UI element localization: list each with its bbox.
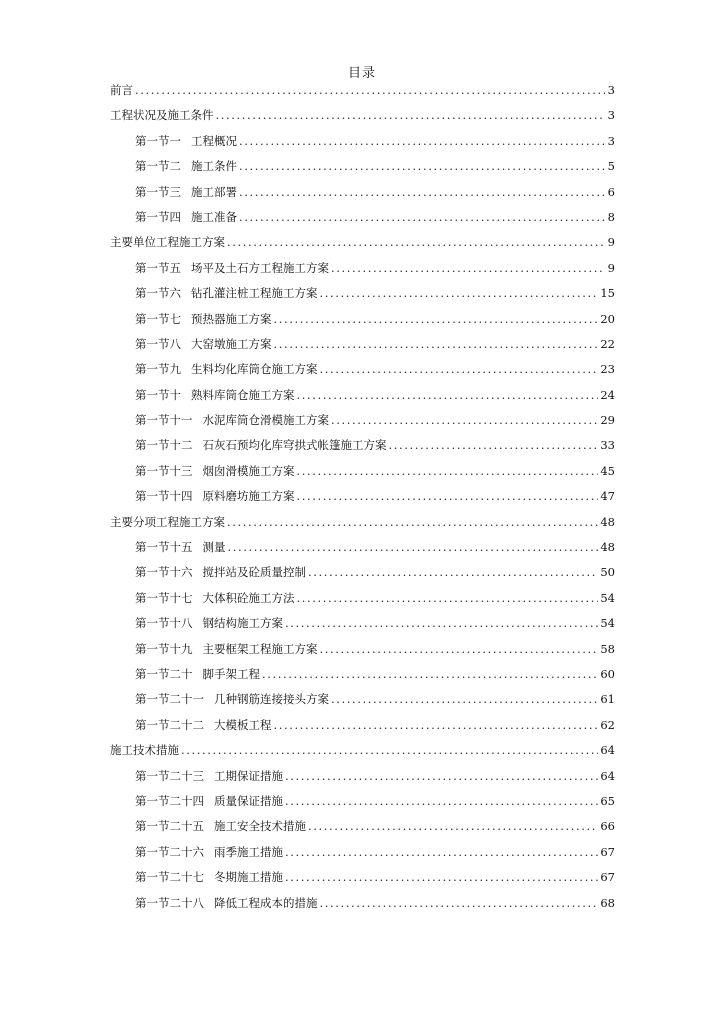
- toc-dot-leader: [331, 410, 598, 430]
- toc-section-entry[interactable]: [110, 410, 615, 435]
- toc-entry-title: 脚手架工程: [202, 666, 260, 681]
- toc-entry-number: 第一节二十六: [135, 844, 204, 859]
- toc-entry-number: 第一节八: [135, 336, 181, 351]
- toc-dot-leader: [262, 664, 598, 684]
- toc-page-number: 29: [600, 413, 615, 428]
- toc-chapter-entry[interactable]: [110, 80, 615, 105]
- toc-entry-number: 第一节二十八: [135, 895, 204, 910]
- toc-page-number: 64: [600, 743, 615, 758]
- toc-entry-number: 第一节十五: [135, 540, 193, 555]
- toc-dot-leader: [181, 740, 598, 760]
- toc-entry-number: 第一节十四: [135, 489, 193, 504]
- toc-section-entry[interactable]: [110, 486, 615, 511]
- toc-page-number: 8: [607, 209, 615, 224]
- toc-entry-title: 大窑墩施工方案: [191, 336, 272, 351]
- toc-entry-title: 原料磨坊施工方案: [202, 489, 295, 504]
- toc-page-number: 33: [600, 438, 615, 453]
- toc-section-entry[interactable]: [110, 435, 615, 460]
- toc-page-number: 66: [600, 819, 615, 834]
- toc-dot-leader: [308, 816, 598, 836]
- toc-section-entry[interactable]: [110, 867, 615, 892]
- toc-page-number: 64: [600, 768, 615, 783]
- toc-entry-title: 水泥库筒仓滑模施工方案: [202, 413, 329, 428]
- toc-page-number: 48: [600, 514, 615, 529]
- toc-chapter-entry[interactable]: [110, 740, 615, 765]
- toc-entry-title: 钢结构施工方案: [202, 616, 283, 631]
- toc-page-number: 24: [600, 387, 615, 402]
- toc-page-number: 23: [600, 362, 615, 377]
- toc-section-entry[interactable]: [110, 562, 615, 587]
- toc-page-number: 61: [600, 692, 615, 707]
- toc-page-number: 45: [600, 463, 615, 478]
- toc-entry-number: 第一节五: [135, 260, 181, 275]
- toc-page-number: 3: [607, 83, 615, 97]
- toc-entry-title: 测量: [202, 540, 226, 555]
- toc-section-entry[interactable]: [110, 258, 615, 283]
- toc-section-entry[interactable]: [110, 385, 615, 410]
- toc-section-entry[interactable]: [110, 791, 615, 816]
- toc-dot-leader: [297, 385, 599, 405]
- toc-entry-number: 第一节十九: [135, 641, 193, 656]
- toc-entry-title: 工期保证措施: [214, 768, 283, 783]
- toc-entry-number: 第一节十七: [135, 590, 193, 605]
- toc-section-entry[interactable]: [110, 613, 615, 638]
- toc-dot-leader: [331, 689, 598, 709]
- toc-entry-title: 施工准备: [191, 209, 237, 224]
- toc-entry-title: 质量保证措施: [214, 793, 283, 808]
- toc-dot-leader: [239, 207, 605, 227]
- toc-dot-leader: [239, 156, 605, 176]
- toc-dot-leader: [274, 715, 599, 735]
- toc-entry-number: 第一节二十四: [135, 793, 204, 808]
- toc-dot-leader: [274, 334, 599, 354]
- toc-entry-number: 第一节十三: [135, 463, 193, 478]
- toc-page-number: 60: [600, 666, 615, 681]
- toc-page-number: 48: [600, 540, 615, 555]
- toc-entry-number: 第一节四: [135, 209, 181, 224]
- toc-entry-number: 第一节九: [135, 362, 181, 377]
- toc-chapter-entry[interactable]: [110, 232, 615, 257]
- toc-dot-leader: [320, 359, 599, 379]
- toc-section-entry[interactable]: [110, 334, 615, 359]
- toc-dot-leader: [389, 435, 599, 455]
- toc-section-entry[interactable]: [110, 131, 615, 156]
- toc-page-number: 3: [607, 133, 615, 148]
- toc-entry-title: 主要单位工程施工方案: [110, 235, 225, 250]
- toc-chapter-entry[interactable]: [110, 105, 615, 130]
- toc-entry-number: 第一节十八: [135, 616, 193, 631]
- toc-page-number: 15: [600, 286, 615, 301]
- toc-entry-number: 第一节十六: [135, 565, 193, 580]
- toc-section-entry[interactable]: [110, 766, 615, 791]
- toc-dot-leader: [285, 791, 598, 811]
- toc-entry-title: 工程概况: [191, 133, 237, 148]
- toc-dot-leader: [228, 537, 599, 557]
- toc-entry-title: 施工技术措施: [110, 743, 179, 758]
- toc-section-entry[interactable]: [110, 816, 615, 841]
- toc-dot-leader: [320, 893, 599, 913]
- toc-entry-title: 雨季施工措施: [214, 844, 283, 859]
- toc-entry-title: 冬期施工措施: [214, 870, 283, 885]
- toc-page-number: 62: [600, 717, 615, 732]
- toc-dot-leader: [135, 80, 605, 100]
- toc-page-number: 9: [607, 260, 615, 275]
- toc-section-entry[interactable]: [110, 207, 615, 232]
- toc-entry-title: 大模板工程: [214, 717, 272, 732]
- toc-section-entry[interactable]: [110, 689, 615, 714]
- toc-section-entry[interactable]: [110, 715, 615, 740]
- toc-entry-title: 降低工程成本的措施: [214, 895, 318, 910]
- toc-entry-number: 第一节二十: [135, 666, 193, 681]
- toc-entry-title: 熟料库筒仓施工方案: [191, 387, 295, 402]
- toc-entry-title: 钻孔灌注桩工程施工方案: [191, 286, 318, 301]
- toc-title: 目录: [347, 66, 376, 81]
- toc-entry-number: 第一节七: [135, 311, 181, 326]
- toc-page-number: 54: [600, 590, 615, 605]
- toc-entry-number: 第一节二十一: [135, 692, 204, 707]
- toc-entry-number: 第一节三: [135, 184, 181, 199]
- toc-dot-leader: [320, 639, 599, 659]
- toc-dot-leader: [227, 232, 605, 252]
- toc-dot-leader: [274, 309, 599, 329]
- toc-dot-leader: [320, 283, 599, 303]
- toc-entry-title: 搅拌站及砼质量控制: [202, 565, 306, 580]
- toc-section-entry[interactable]: [110, 156, 615, 181]
- toc-dot-leader: [297, 486, 599, 506]
- toc-entry-number: 第一节二十三: [135, 768, 204, 783]
- toc-entry-number: 第一节十二: [135, 438, 193, 453]
- toc-dot-leader: [239, 182, 605, 202]
- toc-entry-number: 第一节十一: [135, 413, 193, 428]
- toc-entry-title: 几种钢筋连接接头方案: [214, 692, 329, 707]
- toc-page-number: 6: [607, 184, 615, 199]
- toc-entry-number: 第一节二十二: [135, 717, 204, 732]
- toc-dot-leader: [308, 562, 598, 582]
- toc-entry-number: 第一节二十七: [135, 870, 204, 885]
- toc-section-entry[interactable]: [110, 309, 615, 334]
- toc-entry-title: 施工条件: [191, 159, 237, 174]
- toc-entry-number: 第一节二十五: [135, 819, 204, 834]
- toc-dot-leader: [285, 766, 598, 786]
- toc-entry-title: 石灰石预均化库穹拱式帐篷施工方案: [202, 438, 387, 453]
- toc-entry-number: 第一节十: [135, 387, 181, 402]
- toc-entry-title: 施工安全技术措施: [214, 819, 306, 834]
- toc-dot-leader: [297, 588, 599, 608]
- toc-page-number: 22: [600, 336, 615, 351]
- toc-entry-title: 主要分项工程施工方案: [110, 514, 225, 529]
- toc-page-number: 58: [600, 641, 615, 656]
- toc-dot-leader: [285, 842, 598, 862]
- toc-dot-leader: [297, 461, 599, 481]
- toc-dot-leader: [227, 512, 598, 532]
- toc-page-number: 65: [600, 793, 615, 808]
- toc-entry-number: 第一节一: [135, 133, 181, 148]
- toc-page-number: 3: [607, 108, 615, 123]
- toc-entry-title: 生料均化库筒仓施工方案: [191, 362, 318, 377]
- toc-entry-title: 大体积砼施工方法: [202, 590, 295, 605]
- toc-entry-title: 烟囱滑模施工方案: [202, 463, 295, 478]
- toc-dot-leader: [331, 258, 605, 278]
- toc-dot-leader: [216, 105, 606, 125]
- toc-section-entry[interactable]: [110, 461, 615, 486]
- toc-list: [110, 80, 615, 918]
- toc-section-entry[interactable]: [110, 182, 615, 207]
- toc-section-entry[interactable]: [110, 842, 615, 867]
- toc-page-number: 68: [600, 895, 615, 910]
- toc-page-number: 54: [600, 616, 615, 631]
- toc-section-entry[interactable]: [110, 893, 615, 918]
- toc-page-number: 9: [607, 235, 615, 250]
- toc-entry-title: 预热器施工方案: [191, 311, 272, 326]
- toc-section-entry[interactable]: [110, 283, 615, 308]
- toc-page-number: 67: [600, 870, 615, 885]
- toc-entry-number: 第一节二: [135, 159, 181, 174]
- toc-section-entry[interactable]: [110, 588, 615, 613]
- toc-section-entry[interactable]: [110, 664, 615, 689]
- toc-page-number: 67: [600, 844, 615, 859]
- toc-entry-number: 第一节六: [135, 286, 181, 301]
- toc-entry-title: 施工部署: [191, 184, 237, 199]
- toc-section-entry[interactable]: [110, 359, 615, 384]
- toc-dot-leader: [285, 867, 598, 887]
- toc-entry-title: 场平及土石方工程施工方案: [191, 260, 329, 275]
- toc-entry-title: 前言: [110, 83, 133, 97]
- toc-page-number: 20: [600, 311, 615, 326]
- toc-entry-title: 工程状况及施工条件: [110, 108, 214, 123]
- toc-entry-title: 主要框架工程施工方案: [202, 641, 318, 656]
- toc-chapter-entry[interactable]: [110, 512, 615, 537]
- toc-dot-leader: [239, 131, 605, 151]
- toc-section-entry[interactable]: [110, 639, 615, 664]
- toc-section-entry[interactable]: [110, 537, 615, 562]
- toc-page-number: 50: [600, 565, 615, 580]
- toc-page-number: 47: [600, 489, 615, 504]
- toc-dot-leader: [285, 613, 598, 633]
- toc-page-number: 5: [607, 159, 615, 174]
